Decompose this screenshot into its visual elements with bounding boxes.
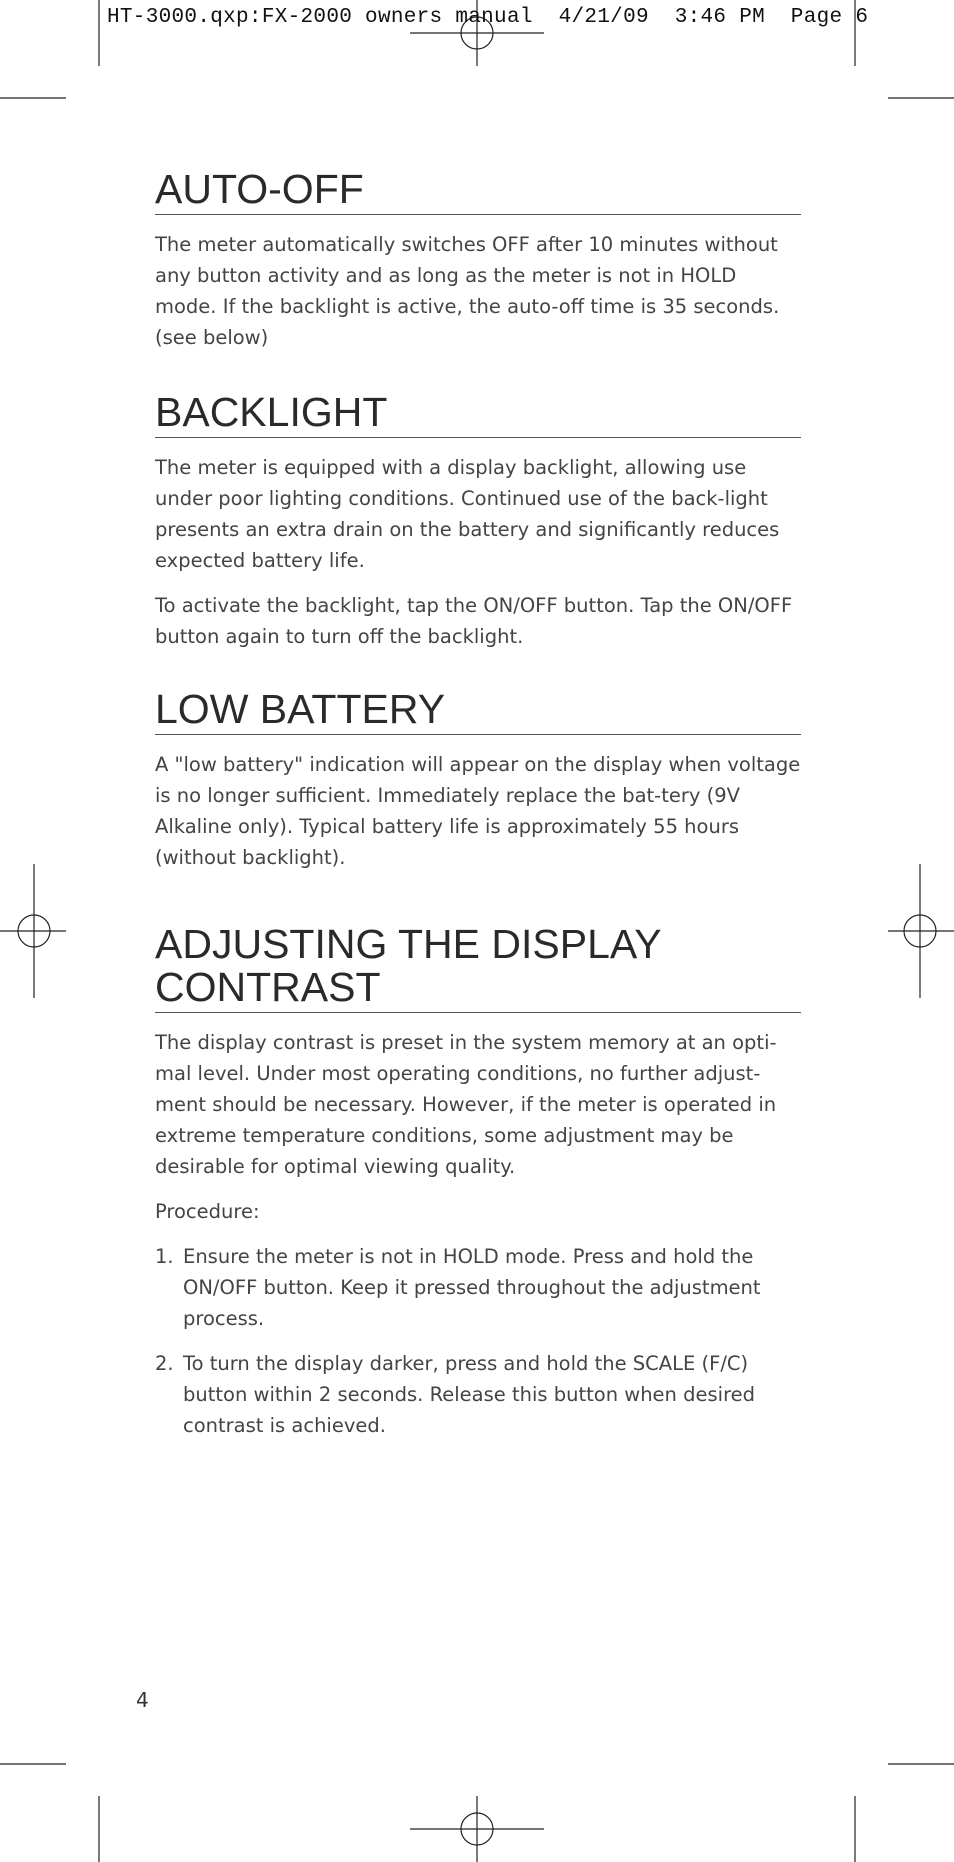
paragraph: The meter automatically switches OFF after 10 minutes without any button activity and as long as the meter is not in HOLD mode. If the backlight is active, the auto-off time is 35 seconds. (see below) <box>155 233 780 349</box>
step-number: 2. <box>155 1352 174 1375</box>
section-auto-off <box>155 168 801 353</box>
section-heading: BACKLIGHT <box>155 391 801 438</box>
procedure-label: Procedure: <box>155 1200 260 1223</box>
print-slug-line: HT-3000.qxp:FX-2000 owners manual 4/21/09 3:46 PM Page 6 <box>107 6 869 29</box>
section-display-contrast <box>155 923 801 1441</box>
section-heading: LOW BATTERY <box>155 688 801 735</box>
step-text: To turn the display darker, press and hold the SCALE (F/C) button within 2 seconds. Release this button when desired contrast is achieved. <box>183 1352 756 1437</box>
paragraph: To activate the backlight, tap the ON/OFF button. Tap the ON/OFF button again to turn off the backlight. <box>155 594 793 648</box>
section-low-battery <box>155 688 801 873</box>
page-number: 4 <box>136 1688 149 1712</box>
procedure-steps <box>155 1241 801 1441</box>
step-number: 1. <box>155 1245 174 1268</box>
page-content <box>155 168 801 1455</box>
procedure-step <box>155 1241 801 1334</box>
section-heading: ADJUSTING THE DISPLAY CONTRAST <box>155 923 801 1013</box>
registration-mark-bottom <box>410 1796 544 1862</box>
section-backlight <box>155 391 801 652</box>
paragraph: The display contrast is preset in the system memory at an opti-mal level. Under most operating conditions, no further adjust-ment should be necessary. However, if the meter is operated in extreme temperature conditions, some adjustment may be desirable for optimal viewing quality. <box>155 1031 777 1178</box>
section-heading: AUTO-OFF <box>155 168 801 215</box>
paragraph: A "low battery" indication will appear on the display when voltage is no longer sufficient. Immediately replace the bat-tery (9V Alkaline only). Typical battery life is approximately 55 hours (without backlight). <box>155 753 801 869</box>
registration-mark-left <box>0 864 66 998</box>
procedure-step <box>155 1348 801 1441</box>
registration-mark-right <box>888 864 954 998</box>
paragraph: The meter is equipped with a display backlight, allowing use under poor lighting conditions. Continued use of the back-light presents an extra drain on the battery and significantly reduces expected battery life. <box>155 456 780 572</box>
step-text: Ensure the meter is not in HOLD mode. Press and hold the ON/OFF button. Keep it pressed throughout the adjustment process. <box>183 1245 761 1330</box>
